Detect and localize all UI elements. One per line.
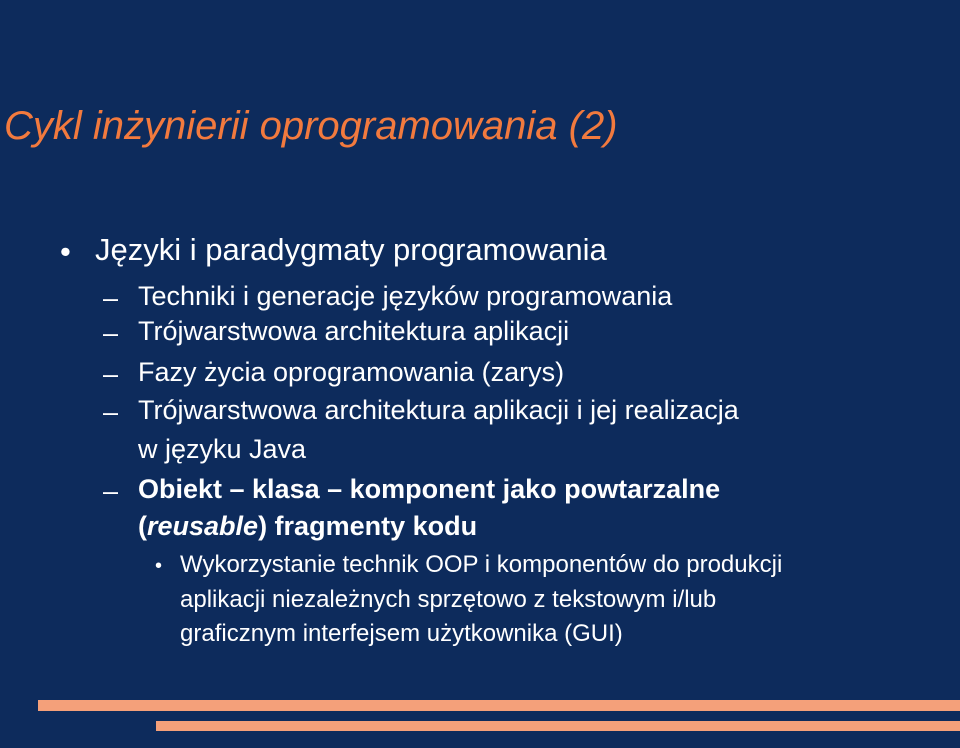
sub-item-lifecycle: Fazy życia oprogramowania (zarys) xyxy=(138,357,565,387)
subsub-item-oop-cont1: aplikacji niezależnych sprzętowo z tekstowym i/lub xyxy=(180,586,717,613)
sub-item-object-class: Obiekt – klasa – komponent jako powtarzalne xyxy=(138,474,721,504)
dash-icon: – xyxy=(103,476,119,506)
decorative-bar-top xyxy=(38,700,960,711)
bullet-item-languages: Języki i paradygmaty programowania xyxy=(95,232,607,267)
sub-item-techniques: Techniki i generacje języków programowania xyxy=(138,281,673,311)
bullet-icon: • xyxy=(155,555,163,577)
sub-item-three-tier: Trójwarstwowa architektura aplikacji xyxy=(138,316,570,346)
subsub-item-oop: Wykorzystanie technik OOP i komponentów do produkcji xyxy=(180,551,783,578)
reusable-term: reusable xyxy=(147,511,259,541)
decorative-bar-bottom xyxy=(156,721,960,731)
subsub-item-oop-cont2: graficznym interfejsem użytkownika (GUI) xyxy=(180,620,623,647)
sub-item-object-class-cont xyxy=(138,513,477,540)
paren-open: ( xyxy=(138,511,147,541)
sub-item-three-tier-java: Trójwarstwowa architektura aplikacji i jej realizacja xyxy=(138,395,739,425)
bullet-icon: • xyxy=(60,234,71,269)
fragments-text: ) fragmenty kodu xyxy=(258,511,478,541)
dash-icon: – xyxy=(103,397,119,427)
slide-title: Cykl inżynierii oprogramowania (2) xyxy=(4,104,618,148)
dash-icon: – xyxy=(103,359,119,389)
dash-icon: – xyxy=(103,318,119,348)
dash-icon: – xyxy=(103,283,119,313)
sub-item-three-tier-java-cont: w języku Java xyxy=(138,434,307,464)
